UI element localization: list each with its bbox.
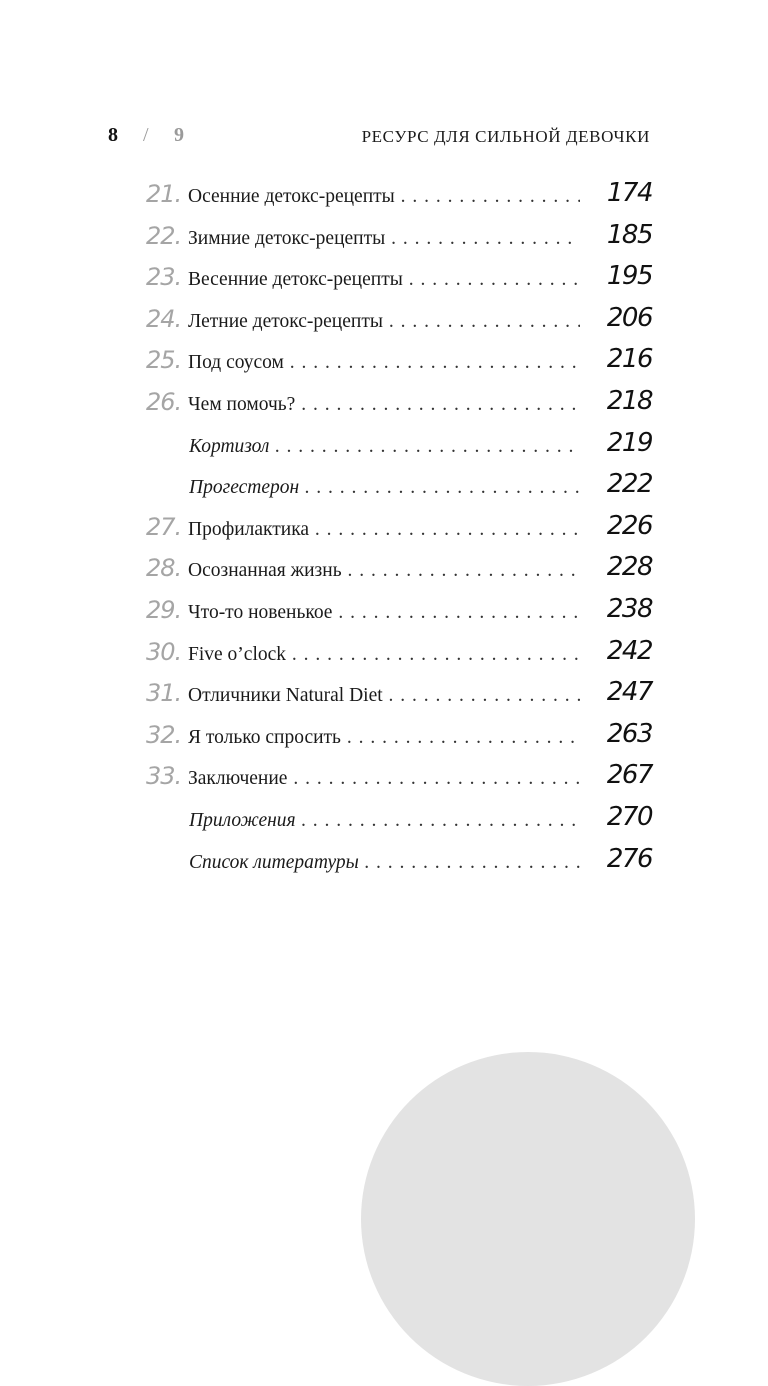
toc-entry — [146, 636, 652, 678]
chapter-title: Летние детокс-рецепты . . . — [188, 311, 580, 333]
decorative-circle — [361, 1052, 695, 1386]
chapter-title: Под соусом . . . — [188, 352, 580, 374]
toc-entry — [146, 178, 652, 220]
chapter-number: 23. — [146, 263, 182, 292]
toc-entry — [146, 386, 652, 428]
page-number: 222 — [606, 469, 652, 500]
page-number: 276 — [606, 843, 652, 874]
current-page-number: 8 — [108, 124, 118, 146]
page-number: 238 — [606, 593, 652, 624]
chapter-number: 28. — [146, 554, 182, 583]
chapter-number: 27. — [146, 512, 182, 541]
page-number: 195 — [606, 261, 652, 292]
toc-entry — [146, 303, 652, 345]
toc-entry — [146, 677, 652, 719]
toc-entry — [146, 344, 652, 386]
chapter-number: 25. — [146, 346, 182, 375]
toc-entry — [146, 594, 652, 636]
chapter-number: 21. — [146, 180, 182, 208]
chapter-title: Зимние детокс-рецепты . . . — [188, 228, 580, 250]
page-number: 185 — [606, 219, 652, 250]
page-number: 270 — [606, 801, 652, 832]
chapter-number: 32. — [146, 720, 182, 749]
page-number: 247 — [606, 677, 652, 708]
chapter-title: Осознанная жизнь . . . — [188, 560, 580, 582]
chapter-title: Осенние детокс-рецепты . . . — [188, 186, 580, 208]
chapter-title: Я только спросить . . . — [188, 727, 580, 749]
chapter-number: 29. — [146, 595, 182, 624]
page-number: 206 — [606, 302, 652, 333]
chapter-title: Five o’clock . . . — [188, 644, 580, 666]
chapter-title: Заключение . . . — [188, 768, 580, 790]
chapter-number: 31. — [146, 679, 182, 708]
page-number: 174 — [606, 178, 652, 208]
page-number: 226 — [606, 510, 652, 541]
chapter-number: 24. — [146, 304, 182, 333]
page-number: 216 — [606, 344, 652, 375]
page-number: 228 — [606, 552, 652, 583]
toc-entry — [146, 552, 652, 594]
chapter-number: 22. — [146, 221, 182, 250]
page-number: 263 — [606, 718, 652, 749]
page-number: 267 — [606, 760, 652, 791]
toc-subentry — [146, 802, 652, 844]
chapter-title: Профилактика . . . — [188, 519, 580, 541]
chapter-title: Весенние детокс-рецепты . . . — [188, 269, 580, 291]
toc-entry — [146, 220, 652, 262]
chapter-number: 33. — [146, 762, 182, 791]
book-title: РЕСУРС ДЛЯ СИЛЬНОЙ ДЕВОЧКИ — [361, 127, 650, 146]
page-number: 219 — [606, 427, 652, 458]
toc-subentry — [146, 844, 652, 886]
table-of-contents — [146, 178, 652, 885]
chapter-number: 26. — [146, 387, 182, 416]
page-number: 218 — [606, 385, 652, 416]
chapter-title: Отличники Natural Diet . . . — [188, 685, 580, 707]
chapter-title: Чем помочь? . . . — [188, 394, 580, 416]
toc-entry — [146, 760, 652, 802]
toc-entry — [146, 511, 652, 553]
page-separator: / — [143, 124, 149, 146]
next-page-number: 9 — [174, 124, 184, 146]
toc-entry — [146, 261, 652, 303]
chapter-title: Что-то новенькое . . . — [188, 602, 580, 624]
section-title: Приложения . . . — [189, 810, 580, 832]
section-title: Список литературы . . . — [189, 852, 580, 874]
section-title: Прогестерон . . . — [189, 477, 580, 499]
page-header — [108, 124, 650, 154]
toc-subentry — [146, 428, 652, 470]
toc-entry — [146, 719, 652, 761]
chapter-number: 30. — [146, 637, 182, 666]
toc-subentry — [146, 469, 652, 511]
page-number: 242 — [606, 635, 652, 666]
section-title: Кортизол . . . — [189, 436, 580, 458]
